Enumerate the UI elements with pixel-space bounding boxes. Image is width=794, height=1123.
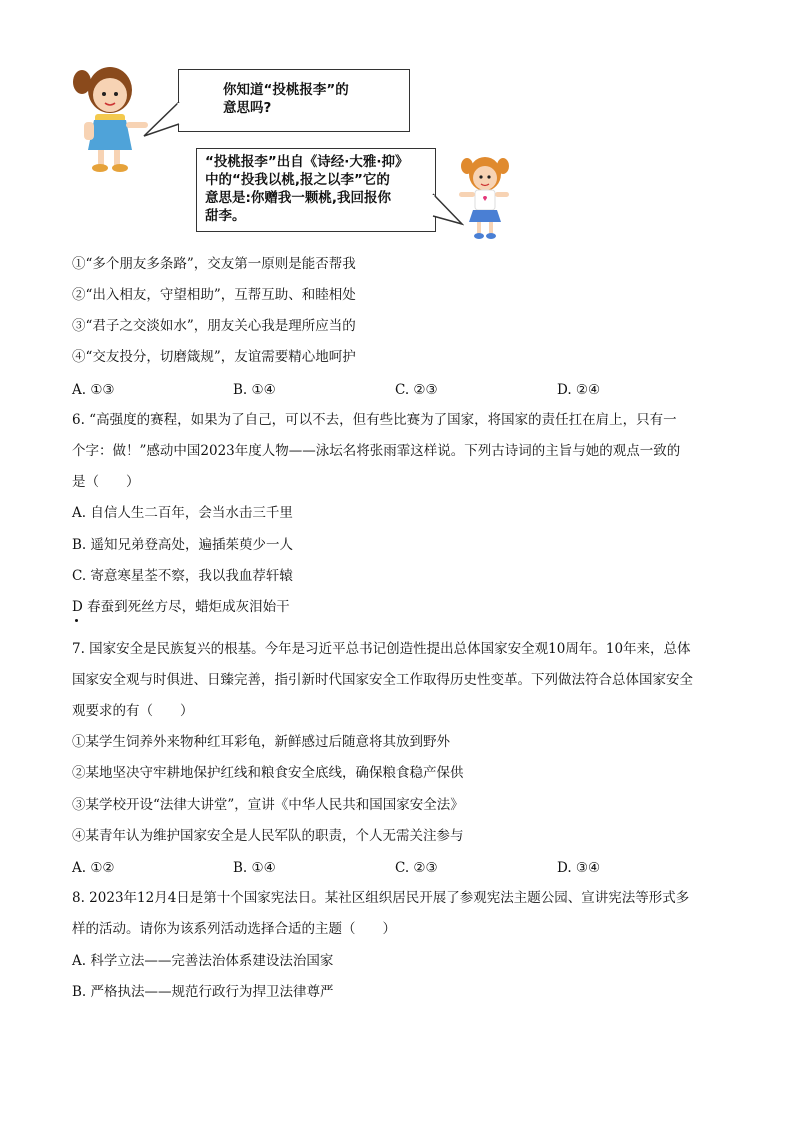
q6-option-c: C. 寄意寒星荃不察，我以我血荐轩辕 [72,568,293,584]
q8-stem-line-2: 样的活动。请你为该系列活动选择合适的主题（ ） [72,921,396,937]
q5-statement-1: ①“多个朋友多条路”，交友第一原则是能否帮我 [72,256,356,272]
q7-stem-line-3: 观要求的有（ ） [72,703,194,719]
q6-stem-line-1: 6. “高强度的赛程，如果为了自己，可以不去，但有些比赛为了国家，将国家的责任扛在肩上，只有一 [72,412,677,428]
q6-stem-line-3: 是（ ） [72,474,140,490]
bubble1-line-1: 你知道“投桃报李”的 [223,82,349,98]
q7-option-b: B. ①④ [233,860,276,876]
bubble1-line-2: 意思吗? [223,100,272,116]
bubble2-line-4: 甜李。 [205,208,246,224]
q7-option-d: D. ③④ [557,860,601,876]
q6-stem-line-2: 个字：做！”感动中国2023年度人物——泳坛名将张雨霏这样说。下列古诗词的主旨与她的观点一致的 [72,443,681,459]
q7-stem-line-1: 7. 国家安全是民族复兴的根基。今年是习近平总书记创造性提出总体国家安全观10周年。10年来，总体 [72,641,691,657]
q7-statement-4: ④某青年认为维护国家安全是人民军队的职责，个人无需关注参与 [72,828,464,844]
q5-statement-3: ③“君子之交淡如水”，朋友关心我是理所应当的 [72,318,356,334]
q5-option-c: C. ②③ [395,382,438,398]
q5-option-d: D. ②④ [557,382,601,398]
girl-right-illustration [455,152,515,240]
speech-bubble-tail-left [142,100,182,140]
bubble2-line-2: 中的“投我以桃,报之以李”它的 [205,172,390,188]
q5-statement-4: ④“交友投分，切磨箴规”，友谊需要精心地呵护 [72,349,356,365]
q5-option-b: B. ①④ [233,382,276,398]
girl-left-illustration [70,62,150,180]
q7-option-c: C. ②③ [395,860,438,876]
q7-stem-line-2: 国家安全观与时俱进、日臻完善，指引新时代国家安全工作取得历史性变革。下列做法符合总体国家安全 [72,672,693,688]
q7-option-a: A. ①② [72,860,115,876]
q6-option-d: D 春蚕到死丝方尽，蜡炬成灰泪始干 [72,599,290,615]
q6-option-b: B. 遥知兄弟登高处，遍插茱萸少一人 [72,537,294,553]
bubble2-line-1: “投桃报李”出自《诗经·大雅·抑》 [205,154,409,170]
q8-option-a: A. 科学立法——完善法治体系建设法治国家 [72,953,334,969]
speech-bubble-question [178,69,410,132]
q7-statement-2: ②某地坚决守牢耕地保护红线和粮食安全底线，确保粮食稳产保供 [72,765,464,781]
q8-option-b: B. 严格执法——规范行政行为捍卫法律尊严 [72,984,334,1000]
q6-option-d-dot [75,619,78,622]
q6-option-a: A. 自信人生二百年，会当水击三千里 [72,505,293,521]
q5-option-a: A. ①③ [72,382,115,398]
speech-bubble-answer [196,148,436,232]
bubble2-line-3: 意思是:你赠我一颗桃,我回报你 [205,190,392,206]
q8-stem-line-1: 8. 2023年12月4日是第十个国家宪法日。某社区组织居民开展了参观宪法主题公园、宣讲宪法等形式多 [72,890,690,906]
q7-statement-1: ①某学生饲养外来物种红耳彩龟，新鲜感过后随意将其放到野外 [72,734,450,750]
q7-statement-3: ③某学校开设“法律大讲堂”，宣讲《中华人民共和国国家安全法》 [72,797,464,813]
q5-statement-2: ②“出入相友，守望相助”，互帮互助、和睦相处 [72,287,356,303]
